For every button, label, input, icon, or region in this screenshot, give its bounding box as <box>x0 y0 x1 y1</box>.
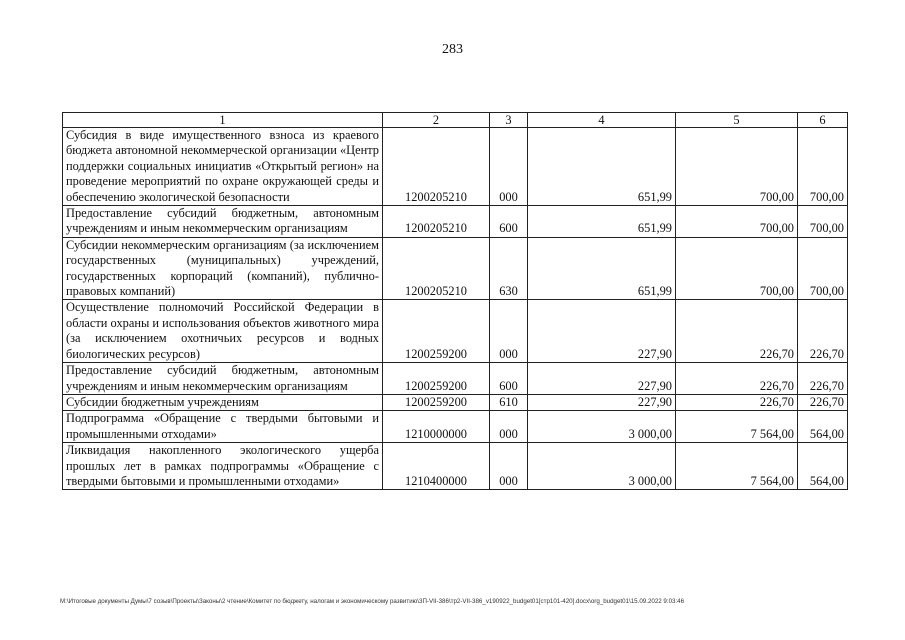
row-name-cell: Субсидии бюджетным учреждениям <box>63 394 383 410</box>
amount-col6-cell: 700,00 <box>798 128 848 206</box>
amount-col5-cell: 7 564,00 <box>676 443 798 490</box>
expense-type-cell: 000 <box>490 411 528 443</box>
column-header: 1 <box>63 113 383 128</box>
amount-col5-cell: 700,00 <box>676 206 798 238</box>
row-name-cell: Осуществление полномочий Российской Федерации в области охраны и использования объектов животного мира (за исключением охотничьих ресурсов и водных биологических ресурсов) <box>63 300 383 363</box>
row-name-cell: Предоставление субсидий бюджетным, автономным учреждениям и иным некоммерческим организациям <box>63 206 383 238</box>
target-code-cell: 1200205210 <box>383 128 490 206</box>
target-code-cell: 1210000000 <box>383 411 490 443</box>
expense-type-cell: 630 <box>490 237 528 300</box>
row-name-cell: Субсидии некоммерческим организациям (за исключением государственных (муниципальных) учреждений, государственных корпораций (компаний), публично-правовых компаний) <box>63 237 383 300</box>
amount-col4-cell: 227,90 <box>528 300 676 363</box>
amount-col4-cell: 651,99 <box>528 206 676 238</box>
amount-col4-cell: 651,99 <box>528 128 676 206</box>
table-row <box>63 394 848 410</box>
target-code-cell: 1200205210 <box>383 237 490 300</box>
target-code-cell: 1200259200 <box>383 363 490 395</box>
expense-type-cell: 000 <box>490 128 528 206</box>
amount-col5-cell: 226,70 <box>676 394 798 410</box>
amount-col6-cell: 700,00 <box>798 206 848 238</box>
amount-col5-cell: 700,00 <box>676 128 798 206</box>
amount-col4-cell: 3 000,00 <box>528 443 676 490</box>
row-name-cell: Подпрограмма «Обращение с твердыми бытовыми и промышленными отходами» <box>63 411 383 443</box>
document-path-footer: M:\Итоговые документы Думы\7 созыв\Проекты\Законы\2 чтение\Комитет по бюджету, налогам и экономическому развитию\3П-VII-386\тр2-VII-386_v190922_budget01[стр101-420].docx\org_budget01\15.09.2022 9:03:46 <box>60 598 685 605</box>
table-row <box>63 411 848 443</box>
expense-type-cell: 000 <box>490 300 528 363</box>
budget-table <box>62 112 848 490</box>
expense-type-cell: 000 <box>490 443 528 490</box>
table-row <box>63 128 848 206</box>
amount-col4-cell: 227,90 <box>528 363 676 395</box>
amount-col6-cell: 564,00 <box>798 443 848 490</box>
amount-col6-cell: 226,70 <box>798 363 848 395</box>
target-code-cell: 1200259200 <box>383 394 490 410</box>
expense-type-cell: 600 <box>490 206 528 238</box>
table-row <box>63 206 848 238</box>
amount-col6-cell: 226,70 <box>798 300 848 363</box>
amount-col4-cell: 227,90 <box>528 394 676 410</box>
amount-col5-cell: 226,70 <box>676 363 798 395</box>
amount-col6-cell: 564,00 <box>798 411 848 443</box>
amount-col5-cell: 700,00 <box>676 237 798 300</box>
table-row <box>63 443 848 490</box>
column-header: 6 <box>798 113 848 128</box>
column-header: 4 <box>528 113 676 128</box>
amount-col4-cell: 651,99 <box>528 237 676 300</box>
table-row <box>63 363 848 395</box>
page-number: 283 <box>442 42 463 57</box>
table-header-row <box>63 113 848 128</box>
row-name-cell: Ликвидация накопленного экологического ущерба прошлых лет в рамках подпрограммы «Обращение с твердыми бытовыми и промышленными отходами» <box>63 443 383 490</box>
row-name-cell: Субсидия в виде имущественного взноса из краевого бюджета автономной некоммерческой организации «Центр поддержки социальных инициатив «Открытый регион» на проведение мероприятий по охране окружающей среды и обеспечению экологической безопасности <box>63 128 383 206</box>
expense-type-cell: 600 <box>490 363 528 395</box>
target-code-cell: 1200259200 <box>383 300 490 363</box>
amount-col6-cell: 700,00 <box>798 237 848 300</box>
table-row <box>63 237 848 300</box>
row-name-cell: Предоставление субсидий бюджетным, автономным учреждениям и иным некоммерческим организациям <box>63 363 383 395</box>
column-header: 5 <box>676 113 798 128</box>
column-header: 3 <box>490 113 528 128</box>
table-row <box>63 300 848 363</box>
amount-col6-cell: 226,70 <box>798 394 848 410</box>
amount-col5-cell: 226,70 <box>676 300 798 363</box>
amount-col5-cell: 7 564,00 <box>676 411 798 443</box>
column-header: 2 <box>383 113 490 128</box>
amount-col4-cell: 3 000,00 <box>528 411 676 443</box>
expense-type-cell: 610 <box>490 394 528 410</box>
target-code-cell: 1200205210 <box>383 206 490 238</box>
target-code-cell: 1210400000 <box>383 443 490 490</box>
